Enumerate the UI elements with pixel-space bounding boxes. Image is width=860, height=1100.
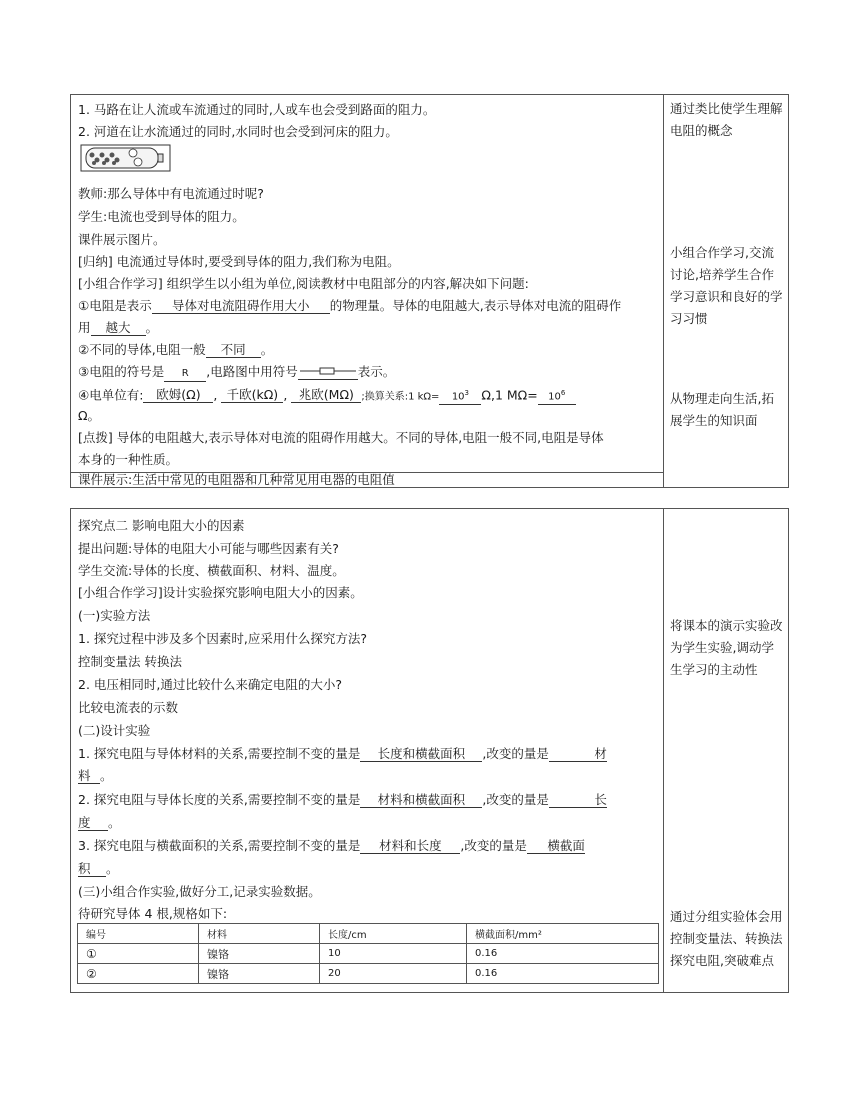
text-line: 探究点二 影响电阻大小的因素	[78, 518, 245, 533]
text-line: 比较电流表的示数	[78, 700, 179, 715]
answer-blank: 材料和长度	[360, 838, 460, 854]
q-text: 的物理量。导体的电阻越大,表示导体对电流的阻碍作	[329, 298, 622, 313]
table-header: 材料	[199, 924, 320, 944]
text-line: 提出问题:导体的电阻大小可能与哪些因素有关?	[78, 541, 339, 556]
conductor-spec-table	[77, 923, 659, 984]
answer-blank: 不同	[206, 342, 261, 358]
table-cell: 0.16	[467, 944, 659, 964]
answer-exponent: 6	[560, 389, 566, 397]
q-text: 2. 探究电阻与导体长度的关系,需要控制不变的量是	[78, 792, 361, 807]
table-cell: ②	[78, 964, 199, 984]
q-text: Ω,1 MΩ=	[481, 387, 538, 403]
answer-blank: 料	[78, 768, 100, 784]
notes-cell-1	[664, 95, 788, 487]
q-text: 1. 探究电阻与导体材料的关系,需要控制不变的量是	[78, 746, 361, 761]
text-line: 课件展示图片。	[78, 232, 166, 247]
q-text: 3. 探究电阻与横截面积的关系,需要控制不变的量是	[78, 838, 361, 853]
teaching-note: 小组合作学习,交流讨论,培养学生合作学习意识和良好的学习习惯	[670, 245, 783, 326]
answer-blank: 兆欧(MΩ)	[291, 387, 361, 403]
q-text: 。	[100, 768, 113, 783]
answer-blank: 积	[78, 861, 106, 877]
q-text: ②不同的导体,电阻一般	[78, 342, 206, 357]
text-line: 教师:那么导体中有电流通过时呢?	[78, 186, 264, 201]
table-cell: 10	[320, 944, 467, 964]
q-text: 。	[108, 815, 121, 830]
text-line: 1. 探究过程中涉及多个因素时,应采用什么探究方法?	[78, 631, 368, 646]
text-line: (一)实验方法	[78, 608, 151, 623]
table-header: 横截面积/mm²	[467, 924, 659, 944]
text-line: [小组合作学习] 组织学生以小组为单位,阅读教材中电阻部分的内容,解决如下问题:	[78, 276, 529, 291]
table-cell: 镍铬	[199, 964, 320, 984]
table-row	[78, 944, 659, 964]
table-header: 长度/cm	[320, 924, 467, 944]
text-line: [小组合作学习]设计实验探究影响电阻大小的因素。	[78, 585, 363, 600]
answer-blank: 越大	[91, 320, 146, 336]
content-cell-1	[71, 95, 664, 487]
q-text: ,电路图中用符号	[206, 364, 298, 379]
text-line: (二)设计实验	[78, 723, 151, 738]
q-text: 。	[106, 861, 119, 876]
answer-value: 10	[548, 391, 561, 403]
answer-blank: 材料和横截面积	[360, 792, 482, 808]
question-1	[78, 298, 621, 314]
resistor-symbol-icon	[298, 366, 358, 376]
q-text: 。	[260, 342, 274, 357]
text-line: 1. 马路在让人流或车流通过的同时,人或车也会受到路面的阻力。	[78, 102, 436, 117]
answer-blank: 导体对电流阻碍作用大小	[152, 298, 330, 314]
teaching-note: 通过分组实验体会用控制变量法、转换法探究电阻,突破难点	[670, 909, 783, 968]
answer-blank	[538, 386, 576, 405]
q-text: ③电阻的符号是	[78, 364, 165, 379]
answer-blank: 千欧(kΩ)	[221, 387, 283, 403]
design-question-2	[78, 792, 607, 808]
lesson-table-1	[70, 94, 789, 488]
text-line: 课件展示:生活中常见的电阻器和几种常见用电器的电阻值	[78, 472, 395, 487]
design-question-3	[78, 838, 585, 854]
question-2	[78, 342, 273, 358]
design-question-1	[78, 746, 607, 762]
q-text: ,改变的量是	[482, 746, 549, 761]
table-cell: 20	[320, 964, 467, 984]
question-4: ④电单位有: 欧姆(Ω) , 千欧(kΩ) , 兆欧(MΩ) ;换算关系:1 $k\Omega= 10^3$ Ω,1 $M\Omega= 10^6$	[78, 386, 576, 405]
teaching-note: 通过类比使学生理解电阻的概念	[670, 101, 783, 138]
design-question-3-cont	[78, 861, 119, 877]
table-cell: 镍铬	[199, 944, 320, 964]
q-text: 用	[78, 320, 91, 335]
text-line: 2. 河道在让水流通过的同时,水同时也会受到河床的阻力。	[78, 124, 398, 139]
answer-blank: 长	[549, 792, 607, 808]
question-3	[78, 364, 395, 382]
text-line: 控制变量法 转换法	[78, 654, 182, 669]
content-cell-2	[71, 509, 664, 992]
text-line: 待研究导体 4 根,规格如下:	[78, 906, 228, 921]
resistor-symbol-blank	[298, 364, 358, 380]
q-text: 表示。	[357, 364, 396, 379]
text-line: 2. 电压相同时,通过比较什么来确定电阻的大小?	[78, 677, 343, 692]
answer-blank: 横截面	[527, 838, 585, 854]
table-header: 编号	[78, 924, 199, 944]
table-row	[78, 964, 659, 984]
text-line: (三)小组合作实验,做好分工,记录实验数据。	[78, 884, 321, 899]
lesson-table-2	[70, 508, 789, 993]
q-text: ;换算关系:1 kΩ=	[361, 391, 440, 403]
q-text: 。	[145, 320, 159, 335]
text-line: 本身的一种性质。	[78, 452, 179, 467]
text-line: 学生:电流也受到导体的阻力。	[78, 209, 245, 224]
design-question-1-cont	[78, 768, 113, 784]
table-cell: ①	[78, 944, 199, 964]
text-line: 学生交流:导体的长度、横截面积、材料、温度。	[78, 563, 345, 578]
q-text: ④电单位有:	[78, 387, 144, 403]
q-text: ,改变的量是	[460, 838, 527, 853]
teaching-note: 将课本的演示实验改为学生实验,调动学生学习的主动性	[670, 618, 783, 677]
answer-exponent: 3	[464, 389, 470, 397]
design-question-2-cont	[78, 815, 121, 831]
text-line: Ω。	[78, 408, 101, 423]
answer-blank: 材	[549, 746, 607, 762]
teaching-note: 从物理走向生活,拓展学生的知识面	[670, 391, 774, 428]
table-header-row	[78, 924, 659, 944]
table-cell: 0.16	[467, 964, 659, 984]
battery-illustration	[78, 142, 172, 174]
question-1-cont	[78, 320, 158, 336]
answer-value: 10	[451, 391, 465, 403]
q-text: ①电阻是表示	[78, 298, 152, 313]
text-line: [点拨] 导体的电阻越大,表示导体对电流的阻碍作用越大。不同的导体,电阻一般不同,电阻是导体	[78, 430, 604, 445]
answer-blank: R	[164, 366, 206, 382]
q-text: ,改变的量是	[482, 792, 549, 807]
answer-blank: 长度和横截面积	[360, 746, 482, 762]
answer-blank: 度	[78, 815, 108, 831]
answer-blank: 欧姆(Ω)	[143, 387, 213, 403]
text-line: [归纳] 电流通过导体时,要受到导体的阻力,我们称为电阻。	[78, 254, 400, 269]
notes-cell-2	[664, 509, 788, 992]
answer-blank	[439, 386, 481, 405]
